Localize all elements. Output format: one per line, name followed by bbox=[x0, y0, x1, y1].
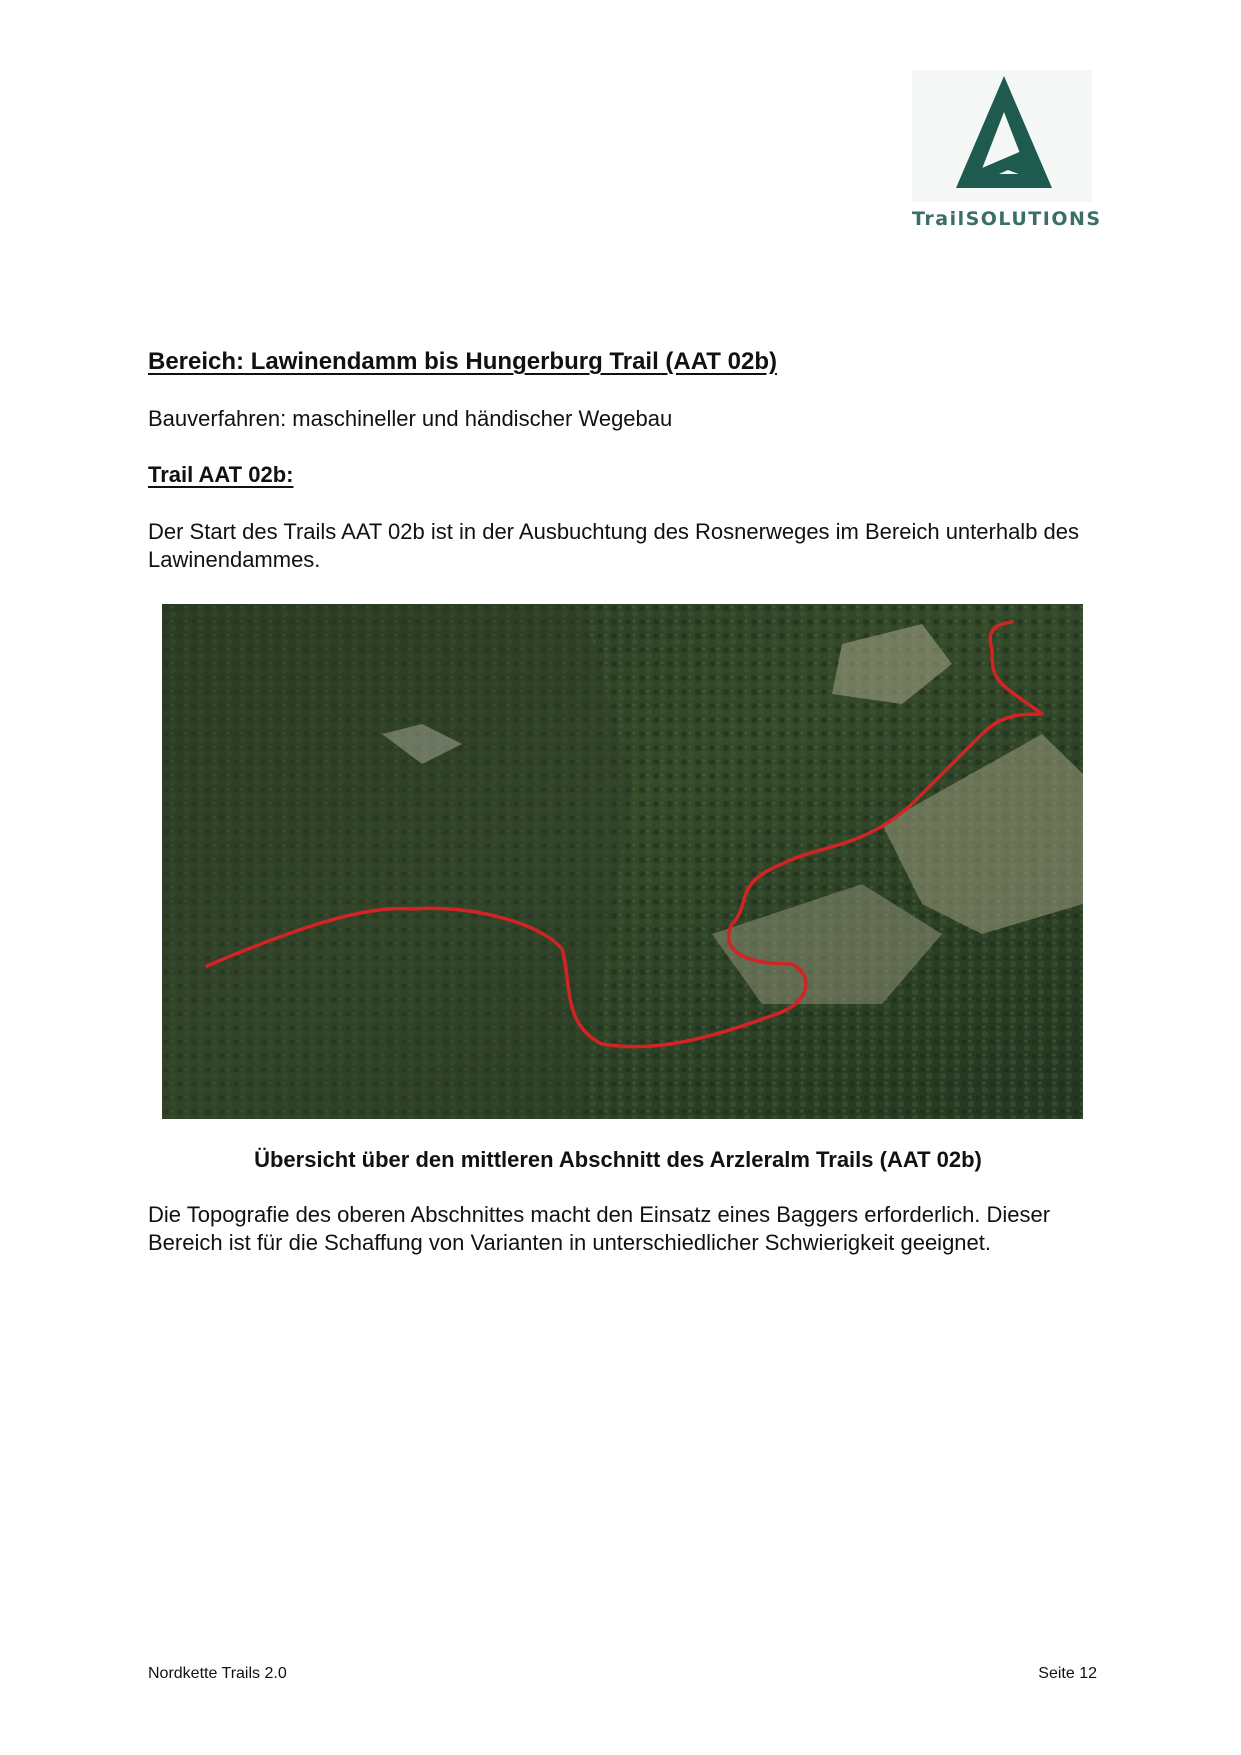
company-logo bbox=[912, 70, 1102, 240]
paragraph-topography: Die Topografie des oberen Abschnittes macht den Einsatz eines Baggers erforderlich. Dieser Bereich ist für die Schaffung von Varianten in unterschiedlicher Schwierigkeit geeignet. bbox=[148, 1202, 1051, 1255]
figure-caption: Übersicht über den mittleren Abschnitt des Arzleralm Trails (AAT 02b) bbox=[254, 1147, 982, 1172]
paragraph-trail-start: Der Start des Trails AAT 02b ist in der Ausbuchtung des Rosnerweges im Bereich unterhalb des Lawinendammes. bbox=[148, 519, 1080, 572]
mountain-triangle-logo-icon bbox=[912, 70, 1092, 202]
logo-brand-text: TrailSOLUTIONS bbox=[912, 208, 1102, 230]
construction-method: Bauverfahren: maschineller und händischer Wegebau bbox=[148, 406, 673, 431]
footer-document-title: Nordkette Trails 2.0 bbox=[148, 1665, 287, 1682]
section-heading: Bereich: Lawinendamm bis Hungerburg Trail (AAT 02b) bbox=[148, 348, 777, 375]
aerial-trail-map bbox=[162, 604, 1083, 1119]
trail-heading: Trail AAT 02b: bbox=[148, 462, 294, 487]
aerial-photo-graphic bbox=[162, 604, 1083, 1119]
footer-page-number: Seite 12 bbox=[1038, 1665, 1097, 1682]
